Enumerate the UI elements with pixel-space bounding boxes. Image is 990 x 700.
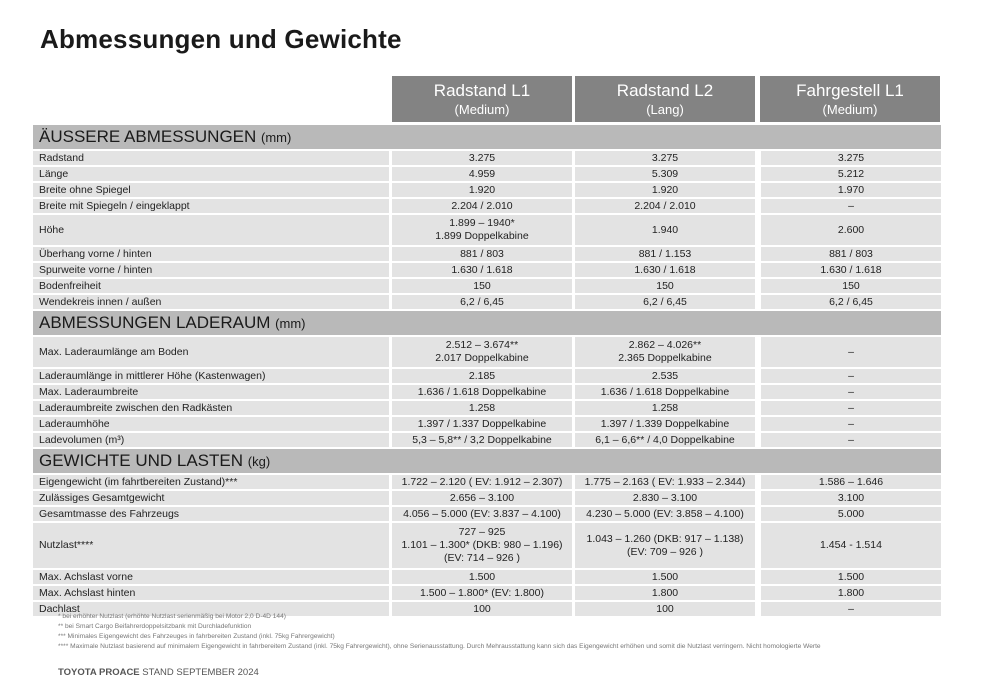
row-value: 2.600	[761, 215, 941, 245]
column-header-subtitle: (Lang)	[646, 102, 684, 117]
footer-brand: TOYOTA PROACE	[58, 667, 140, 678]
column-header	[575, 76, 755, 122]
table-row	[33, 167, 941, 181]
row-value: 2.535	[575, 369, 755, 383]
row-value: 150	[575, 279, 755, 293]
footnote: ** bei Smart Cargo Beifahrerdoppelsitzbank mit Durchladefunktion	[58, 623, 252, 630]
table-row	[33, 215, 941, 245]
row-label: Nutzlast****	[33, 523, 389, 568]
row-value: 6,2 / 6,45	[575, 295, 755, 309]
row-label: Dachlast	[33, 602, 389, 616]
row-value: –	[761, 385, 941, 399]
footer	[58, 667, 259, 678]
row-value: 4.959	[392, 167, 572, 181]
table-row	[33, 385, 941, 399]
row-value: 1.586 – 1.646	[761, 475, 941, 489]
row-value: 5.000	[761, 507, 941, 521]
row-value: 5.309	[575, 167, 755, 181]
row-value: 3.100	[761, 491, 941, 505]
row-value: 4.230 – 5.000 (EV: 3.858 – 4.100)	[575, 507, 755, 521]
table-row	[33, 199, 941, 213]
row-label: Breite ohne Spiegel	[33, 183, 389, 197]
row-value: 100	[392, 602, 572, 616]
row-value: 2.830 – 3.100	[575, 491, 755, 505]
row-value: –	[761, 369, 941, 383]
section-unit: (mm)	[275, 316, 306, 331]
section-title: GEWICHTE UND LASTEN	[39, 451, 244, 470]
table-row	[33, 570, 941, 584]
row-value: 1.899 – 1940* 1.899 Doppelkabine	[392, 215, 572, 245]
row-label: Länge	[33, 167, 389, 181]
specs-table	[33, 123, 941, 616]
row-value: 1.970	[761, 183, 941, 197]
row-value: 1.500	[761, 570, 941, 584]
row-label: Eigengewicht (im fahrtbereiten Zustand)***	[33, 475, 389, 489]
row-value: 2.656 – 3.100	[392, 491, 572, 505]
row-value: 1.500 – 1.800* (EV: 1.800)	[392, 586, 572, 600]
row-label: Bodenfreiheit	[33, 279, 389, 293]
page-title: Abmessungen und Gewichte	[40, 24, 402, 54]
row-value: 100	[575, 602, 755, 616]
row-value: 1.920	[575, 183, 755, 197]
column-header-title: Fahrgestell L1	[796, 81, 904, 100]
column-header	[392, 76, 572, 122]
row-value: –	[761, 337, 941, 367]
table-row	[33, 523, 941, 568]
row-value: 727 – 925 1.101 – 1.300* (DKB: 980 – 1.196) (EV: 714 – 926 )	[392, 523, 572, 568]
table-row	[33, 247, 941, 261]
table-row	[33, 279, 941, 293]
section-header	[33, 125, 941, 149]
row-value: 1.630 / 1.618	[761, 263, 941, 277]
row-value: 1.454 - 1.514	[761, 523, 941, 568]
column-header-title: Radstand L1	[433, 81, 531, 100]
row-value: 1.397 / 1.337 Doppelkabine	[392, 417, 572, 431]
row-value: 5.212	[761, 167, 941, 181]
row-value: –	[761, 401, 941, 415]
row-value: 1.940	[575, 215, 755, 245]
row-value: 3.275	[575, 151, 755, 165]
row-label: Max. Achslast hinten	[33, 586, 389, 600]
table-row	[33, 369, 941, 383]
section-unit: (mm)	[261, 130, 292, 145]
footnote: *** Minimales Eigengewicht des Fahrzeuges in fahrbereiten Zustand (inkl. 75kg Fahrergewicht)	[58, 633, 335, 640]
row-value: 1.636 / 1.618 Doppelkabine	[575, 385, 755, 399]
table-row	[33, 475, 941, 489]
row-value: 1.397 / 1.339 Doppelkabine	[575, 417, 755, 431]
table-row	[33, 401, 941, 415]
row-value: 2.204 / 2.010	[392, 199, 572, 213]
column-header	[760, 76, 940, 122]
row-value: 1.630 / 1.618	[575, 263, 755, 277]
row-value: 881 / 803	[392, 247, 572, 261]
table-row	[33, 263, 941, 277]
row-label: Spurweite vorne / hinten	[33, 263, 389, 277]
row-label: Laderaumhöhe	[33, 417, 389, 431]
footnote: * bei erhöhter Nutzlast (erhöhte Nutzlast serienmäßig bei Motor 2,0 D-4D 144)	[58, 613, 286, 620]
column-header-subtitle: (Medium)	[454, 102, 510, 117]
row-label: Laderaumlänge in mittlerer Höhe (Kastenwagen)	[33, 369, 389, 383]
footnote: **** Maximale Nutzlast basierend auf minimalem Eigengewicht in fahrbereitem Zustand (inkl. 75kg Fahrergewicht), ohne Serienausstattung. Durch Mehrausstattung kann sich das Eigengewicht erhöhen und somit die Nutzlast verringern. Nicht homologierte Werte	[58, 643, 821, 650]
table-row	[33, 295, 941, 309]
section-header	[33, 311, 941, 335]
row-label: Wendekreis innen / außen	[33, 295, 389, 309]
row-value: 1.800	[575, 586, 755, 600]
row-value: 1.920	[392, 183, 572, 197]
table-row	[33, 433, 941, 447]
row-value: 3.275	[761, 151, 941, 165]
row-value: 1.500	[392, 570, 572, 584]
section-title: ÄUSSERE ABMESSUNGEN	[39, 127, 257, 146]
row-value: 4.056 – 5.000 (EV: 3.837 – 4.100)	[392, 507, 572, 521]
table-row	[33, 151, 941, 165]
row-value: –	[761, 433, 941, 447]
table-row	[33, 337, 941, 367]
row-label: Ladevolumen (m³)	[33, 433, 389, 447]
row-label: Radstand	[33, 151, 389, 165]
row-value: 1.775 – 2.163 ( EV: 1.933 – 2.344)	[575, 475, 755, 489]
row-value: 6,2 / 6,45	[392, 295, 572, 309]
row-value: 881 / 803	[761, 247, 941, 261]
row-label: Max. Laderaumbreite	[33, 385, 389, 399]
row-value: 2.185	[392, 369, 572, 383]
row-value: 6,2 / 6,45	[761, 295, 941, 309]
row-value: 1.722 – 2.120 ( EV: 1.912 – 2.307)	[392, 475, 572, 489]
row-value: 150	[392, 279, 572, 293]
column-header-subtitle: (Medium)	[822, 102, 878, 117]
row-label: Laderaumbreite zwischen den Radkästen	[33, 401, 389, 415]
row-value: 881 / 1.153	[575, 247, 755, 261]
row-value: 6,1 – 6,6** / 4,0 Doppelkabine	[575, 433, 755, 447]
row-value: 1.043 – 1.260 (DKB: 917 – 1.138) (EV: 709 – 926 )	[575, 523, 755, 568]
table-row	[33, 507, 941, 521]
row-value: 150	[761, 279, 941, 293]
row-value: 1.500	[575, 570, 755, 584]
footnotes	[58, 612, 888, 652]
section-header	[33, 449, 941, 473]
row-value: 2.204 / 2.010	[575, 199, 755, 213]
row-value: 2.862 – 4.026** 2.365 Doppelkabine	[575, 337, 755, 367]
row-value: 3.275	[392, 151, 572, 165]
row-value: 1.258	[392, 401, 572, 415]
footer-date: STAND SEPTEMBER 2024	[142, 667, 259, 678]
row-value: 2.512 – 3.674** 2.017 Doppelkabine	[392, 337, 572, 367]
table-row	[33, 417, 941, 431]
row-value: 1.258	[575, 401, 755, 415]
section-title: ABMESSUNGEN LADERAUM	[39, 313, 271, 332]
row-label: Höhe	[33, 215, 389, 245]
row-label: Max. Laderaumlänge am Boden	[33, 337, 389, 367]
row-value: –	[761, 602, 941, 616]
row-value: 5,3 – 5,8** / 3,2 Doppelkabine	[392, 433, 572, 447]
row-label: Überhang vorne / hinten	[33, 247, 389, 261]
row-value: 1.636 / 1.618 Doppelkabine	[392, 385, 572, 399]
section-unit: (kg)	[247, 454, 271, 469]
row-label: Max. Achslast vorne	[33, 570, 389, 584]
column-header-title: Radstand L2	[616, 81, 714, 100]
row-label: Zulässiges Gesamtgewicht	[33, 491, 389, 505]
table-row	[33, 586, 941, 600]
table-row	[33, 183, 941, 197]
table-row	[33, 491, 941, 505]
row-value: –	[761, 417, 941, 431]
row-value: 1.800	[761, 586, 941, 600]
row-label: Breite mit Spiegeln / eingeklappt	[33, 199, 389, 213]
row-label: Gesamtmasse des Fahrzeugs	[33, 507, 389, 521]
row-value: 1.630 / 1.618	[392, 263, 572, 277]
row-value: –	[761, 199, 941, 213]
